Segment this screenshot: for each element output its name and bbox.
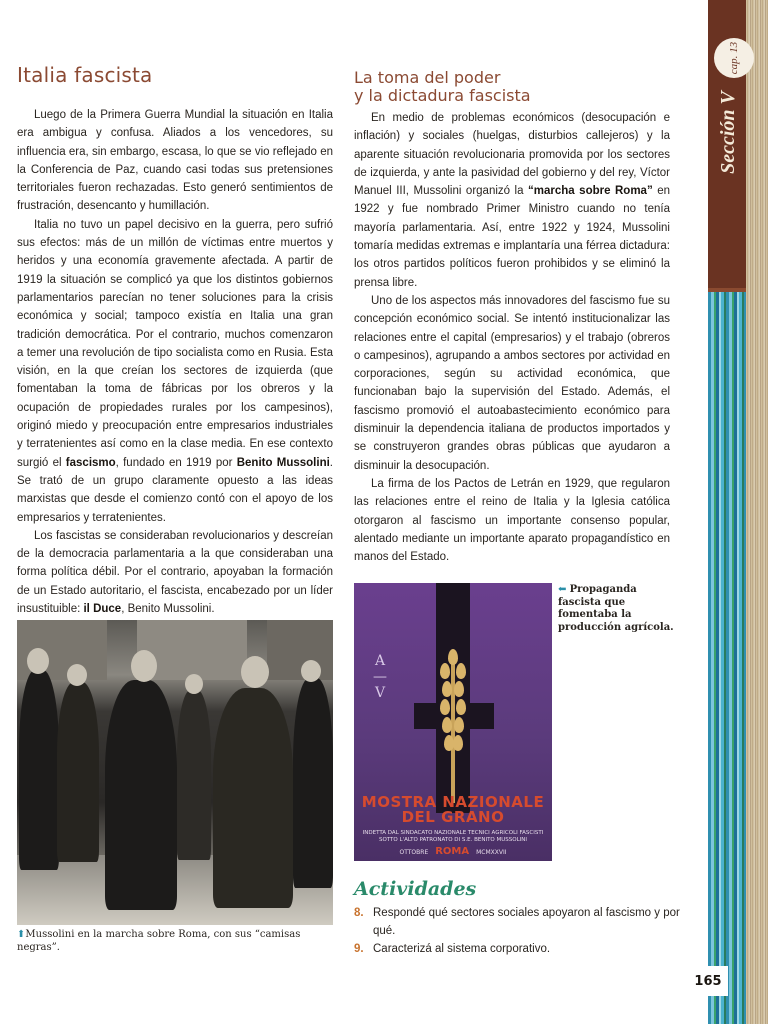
term-il-duce: il Duce	[83, 603, 122, 616]
activity-item: 9. Caracterizá al sistema corporativo.	[354, 943, 551, 955]
poster-caption: ⬅ Propaganda fascista que fomentaba la producción agrícola.	[558, 584, 674, 633]
arrow-up-icon: ⬆	[17, 929, 26, 940]
activities-list	[354, 904, 684, 958]
left-column-text	[17, 106, 333, 618]
chapter-tab: cap. 13	[714, 38, 754, 78]
term-benito-mussolini: Benito Mussolini	[236, 456, 330, 469]
term-fascismo: fascismo	[65, 456, 116, 469]
poster-footer: OTTOBRE ROMA MCMXXVII	[399, 846, 507, 857]
poster-subtext: INDETTA DAL SINDACATO NAZIONALE TECNICI AGRICOLI FASCISTI SOTTO L'ALTO PATRONATO DI S.E. BENITO MUSSOLINI	[362, 830, 544, 843]
right-column-text	[354, 109, 670, 566]
paragraph-3: Los fascistas se consideraban revolucionarios y descreían de la democracia parlamentaria a la que consideraban una forma política débil. Por el contrario, apoyaban la formación de un Estado autoritario, el fascista, encabezado por un líder insustituible: il Duce, Benito Mussolini.	[17, 529, 333, 616]
section-tab: Sección V	[716, 90, 739, 174]
photo-caption: ⬆Mussolini en la marcha sobre Roma, con sus “camisas negras”.	[17, 929, 301, 953]
paragraph-1: Luego de la Primera Guerra Mundial la situación en Italia era ambigua y confusa. Aliados a los vencedores, su influencia era, sin embargo, escasa, lo que se vio reflejado en la Conferencia de Paz, cuando casi todas sus pretensiones territoriales fueron rechazadas. Esto generó sentimientos de frustración, desencanto y humillación.	[17, 109, 333, 213]
activity-item: 8. Respondé qué sectores sociales apoyaron al fascismo y por qué.	[354, 907, 680, 937]
march-on-rome-photo	[17, 620, 333, 925]
paragraph-5: Uno de los aspectos más innovadores del fascismo fue su concepción económico social. Se intentó institucionalizar las relaciones entre el capital (empresarios) y el trabajo (obreros o campesinos), agrupando a ambos sectores por actividad en corporaciones, según su actividad económica, que funcionaban bajo la supervisión del Estado. Además, el fascismo promovió el autoabastecimiento económico para disminuir la dependencia italiana de productos importados y se construyeron grandes obras públicas que ayudaron a disminuir la desocupación.	[354, 294, 670, 472]
paragraph-6: La firma de los Pactos de Letrán en 1929, que regularon las relaciones entre el reino de Italia y la Iglesia católica otorgaron al fascismo un importante consenso popular, alentado mediante un importante aparato propagandístico en manos del Estado.	[354, 477, 670, 564]
paragraph-4: En medio de problemas económicos (desocupación e inflación) y sociales (huelgas, disturbios callejeros) y la aparente situación revolucionaria promovida por los sectores de izquierda, y ante la pasividad del gobierno y del rey, Víctor Manuel III, Mussolini organizó la “marcha sobre Roma” en 1922 y fue nombrado Primer Ministro cuando no tenía mayoría parlamentaria. Así, entre 1922 y 1924, Mussolini tomaría medidas extremas e implantaría una férrea dictadura: los otros partidos políticos fueron prohibidos y se eliminó la prensa libre.	[354, 112, 670, 289]
term-marcha-sobre-roma: “marcha sobre Roma”	[528, 185, 653, 198]
propaganda-poster	[354, 583, 552, 861]
section-title-italia-fascista: Italia fascista	[17, 63, 153, 87]
poster-headline: MOSTRA NAZIONALE DEL GRANO	[361, 793, 545, 826]
section-title-toma-del-poder: La toma del poder y la dictadura fascista	[354, 68, 531, 105]
activities-title: Actividades	[354, 878, 477, 900]
paragraph-2: Italia no tuvo un papel decisivo en la guerra, pero sufrió sus efectos: más de un millón de víctimas entre muertos y heridos y una economía gravemente afectada. A partir de 1919 la situación se complicó ya que los distintos gobiernos parlamentarios parecían no tener soluciones para la crisis económica y social; tampoco existía en Italia una gran tradición democrática. Por el contrario, muchos comenzaron a temer una revolución de tipo socialista como en Rusia. Esta visión, en la que creían los sectores de izquierda (que fomentaban la toma de fábricas por los obreros y la ocupación de propiedades rurales por los campesinos), originó miedo y preocupación entre empresarios industriales y terratenientes así como en la clase media. En ese contexto surgió el fascismo, fundado en 1919 por Benito Mussolini. Se trató de un grupo claramente opuesto a las ideas marxistas que desde el comienzo contó con el apoyo de los empresarios y terratenientes.	[17, 218, 333, 524]
page-number: 165	[688, 966, 728, 996]
poster-monogram: A — V	[373, 653, 387, 701]
arrow-left-icon: ⬅	[558, 584, 567, 595]
